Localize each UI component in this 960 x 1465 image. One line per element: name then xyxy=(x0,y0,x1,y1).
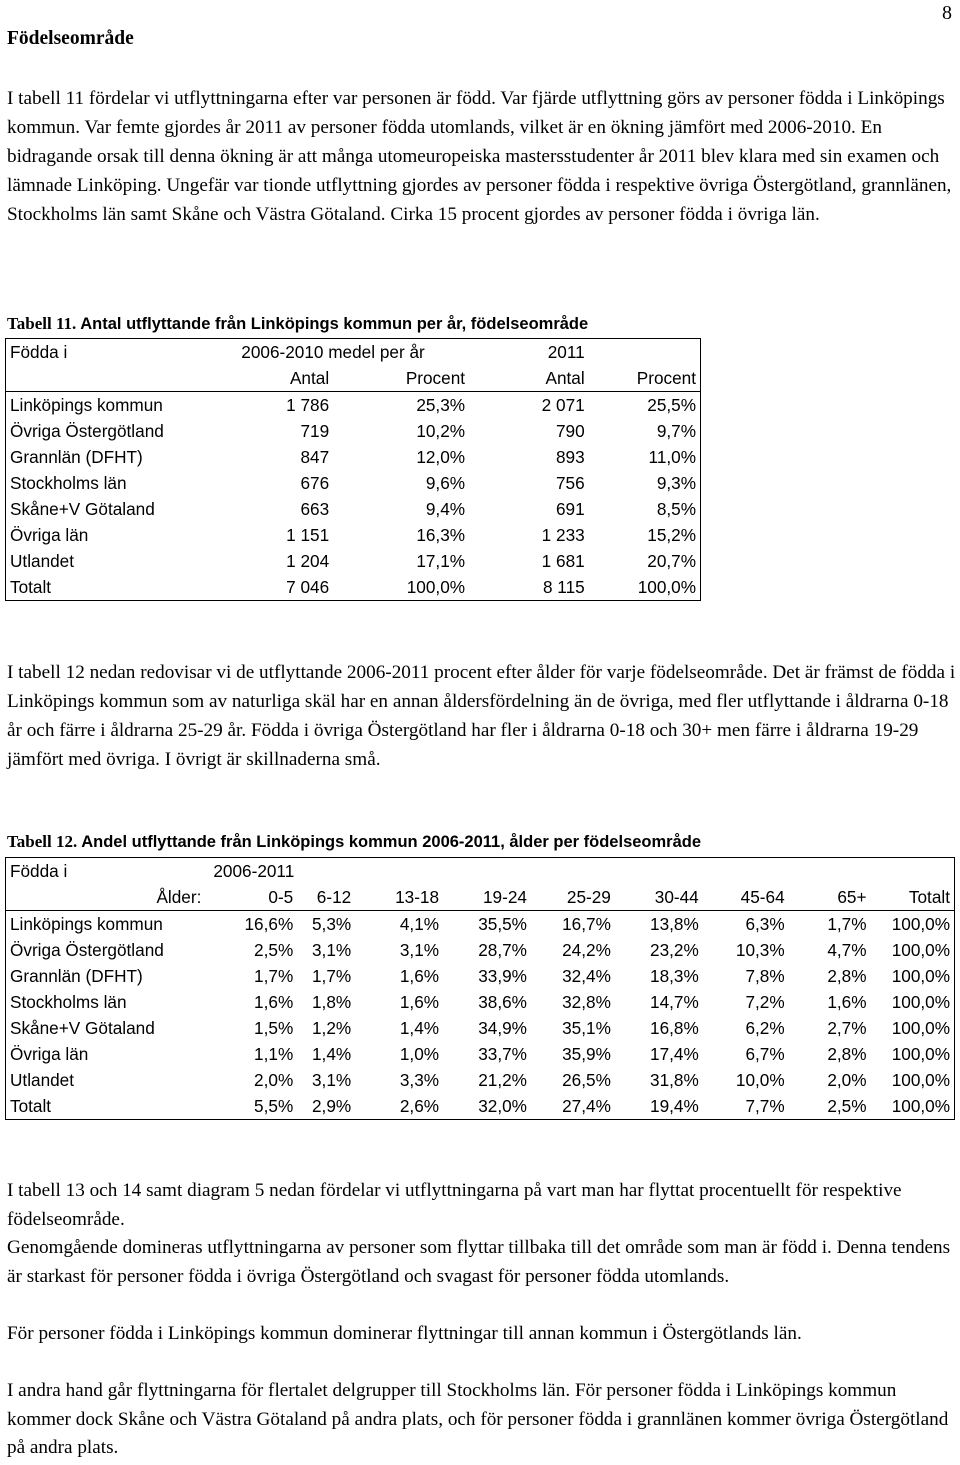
table-cell: 34,9% xyxy=(478,1018,527,1038)
table12-caption-text: Andel utflyttande från Linköpings kommun 2006-2011, ålder per födelseområde xyxy=(77,833,702,851)
table-cell: Stockholms län xyxy=(10,992,127,1012)
table-cell: 1,0% xyxy=(399,1044,440,1064)
table-cell: 1,6% xyxy=(827,992,867,1012)
paragraph-destination-intro: I tabell 13 och 14 samt diagram 5 nedan fördelar vi utflyttningarna på vart man har flyttat procentuellt för respektive födelseområde. xyxy=(7,1180,902,1230)
table-cell: 2,0% xyxy=(254,1070,294,1090)
table-cell: 6,2% xyxy=(745,1018,785,1038)
table-cell: 25,5% xyxy=(647,395,696,415)
table-cell: 33,9% xyxy=(478,966,527,986)
table-row xyxy=(6,937,955,963)
table-cell: 100,0% xyxy=(891,1044,950,1064)
table-cell: 35,9% xyxy=(562,1044,611,1064)
table-cell: Övriga Östergötland xyxy=(10,940,164,960)
table-cell: 2,8% xyxy=(827,966,867,986)
table-cell: 9,6% xyxy=(425,473,466,493)
table-row xyxy=(6,470,701,496)
table-cell: 8,5% xyxy=(656,499,696,519)
table-cell: 3,3% xyxy=(399,1070,440,1090)
table-cell: 16,6% xyxy=(244,914,294,934)
table-cell: 16,7% xyxy=(562,914,611,934)
table-cell: 9,4% xyxy=(425,499,466,519)
table-cell: 5,5% xyxy=(254,1096,294,1116)
table-cell: 9,3% xyxy=(656,473,696,493)
table-cell: 7,7% xyxy=(745,1096,785,1116)
table11-caption-text: Antal utflyttande från Linköpings kommun per år, födelseområde xyxy=(76,315,589,333)
table11-header-row-2 xyxy=(6,365,701,392)
table11-header-count-a: Antal xyxy=(213,365,333,392)
table-cell: 663 xyxy=(300,499,330,519)
table-row xyxy=(6,911,955,938)
table-cell: 1 204 xyxy=(286,551,330,571)
page-number: 8 xyxy=(942,2,952,24)
table-cell: 15,2% xyxy=(647,525,696,545)
table12-header-age: 45-64 xyxy=(703,884,789,911)
table-cell: Totalt xyxy=(10,1096,52,1116)
table-cell: 790 xyxy=(556,421,585,441)
table-cell: Övriga län xyxy=(10,1044,89,1064)
table-cell: 676 xyxy=(300,473,330,493)
table-cell: 12,0% xyxy=(416,447,466,467)
table-cell: 756 xyxy=(556,473,585,493)
table-cell: 17,4% xyxy=(650,1044,699,1064)
table-cell: 1,8% xyxy=(312,992,352,1012)
table-cell: 11,0% xyxy=(648,447,696,467)
table12-header-age: 19-24 xyxy=(443,884,531,911)
table-cell: 16,8% xyxy=(650,1018,699,1038)
table-cell: 9,7% xyxy=(656,421,696,441)
table-cell: 32,4% xyxy=(562,966,611,986)
table-cell: 17,1% xyxy=(416,551,466,571)
table-cell: Stockholms län xyxy=(10,473,127,493)
table-cell: 7,2% xyxy=(745,992,785,1012)
table12-header-period: 2006-2011 xyxy=(213,861,295,881)
table-cell: 26,5% xyxy=(562,1070,611,1090)
table-cell: 100,0% xyxy=(891,1096,950,1116)
paragraph-intro: I tabell 11 fördelar vi utflyttningarna efter var personen är född. Var fjärde utflyttning görs av personer födda i Linköpings kommun. Var femte gjordes år 2011 av personer födda utomlands, vilket är en ökning jämfört med 2006-2010. En bidragande orsak till denna ökning är att många utomeuropeiska mastersstudenter år 2011 blev klara med sin examen och lämnade Linköping. Ungefär var tionde utflyttning gjordes av personer födda i respektive övriga Östergötland, grannlänen, Stockholms län samt Skåne och Västra Götaland. Cirka 15 procent gjordes av personer födda i övriga län. xyxy=(7,88,952,225)
table-cell: Grannlän (DFHT) xyxy=(10,447,143,467)
table-row xyxy=(6,1067,955,1093)
table12-header-total: Totalt xyxy=(871,884,955,911)
table-cell: 2 071 xyxy=(541,395,585,415)
table-cell: 24,2% xyxy=(562,940,611,960)
table-cell: 1 233 xyxy=(541,525,585,545)
table-cell: 100,0% xyxy=(891,914,950,934)
table11-caption-lead: Tabell 11. xyxy=(7,314,77,333)
table-cell: Skåne+V Götaland xyxy=(10,1018,155,1038)
table-11 xyxy=(5,338,701,601)
table12-header-age: 6-12 xyxy=(297,884,355,911)
table-cell: 32,0% xyxy=(478,1096,527,1116)
paragraph-return-tendency: Genomgående domineras utflyttningarna av personer som flyttar tillbaka till det område som man är född i. Denna tendens är starkast för personer födda i övriga Östergötland och svagast för personer födda utomlands. xyxy=(7,1237,951,1287)
table12-header-age: 25-29 xyxy=(531,884,615,911)
table11-header-empty xyxy=(589,339,701,366)
paragraph-second-destination: I andra hand går flyttningarna för flertalet delgrupper till Stockholms län. För personer födda i Linköpings kommun kommer dock Skåne och Västra Götaland på andra plats, och för personer födda i grannlänen kommer övriga Östergötland på andra plats. xyxy=(7,1380,949,1458)
table-cell: 719 xyxy=(300,421,330,441)
table-cell: 100,0% xyxy=(406,577,466,597)
table12-caption xyxy=(7,832,701,852)
table-cell: 1 786 xyxy=(286,395,330,415)
table-cell: 21,2% xyxy=(478,1070,527,1090)
table-cell: 33,7% xyxy=(478,1044,527,1064)
table-cell: 23,2% xyxy=(650,940,699,960)
table-row xyxy=(6,1093,955,1120)
table-row xyxy=(6,496,701,522)
table-cell: 1,5% xyxy=(254,1018,294,1038)
table-cell: 38,6% xyxy=(478,992,527,1012)
table-cell: 1,6% xyxy=(254,992,294,1012)
table-row xyxy=(6,1041,955,1067)
table-cell: Grannlän (DFHT) xyxy=(10,966,143,986)
table11-header-blank xyxy=(6,365,214,392)
table-cell: 2,5% xyxy=(827,1096,867,1116)
table12-caption-lead: Tabell 12. xyxy=(7,832,78,851)
table-cell: 35,5% xyxy=(478,914,527,934)
table-row xyxy=(6,444,701,470)
table-cell: Övriga Östergötland xyxy=(10,421,164,441)
table-cell: 10,3% xyxy=(735,940,785,960)
table-cell: 100,0% xyxy=(891,966,950,986)
table-cell: 35,1% xyxy=(562,1018,611,1038)
table-row xyxy=(6,1015,955,1041)
table-cell: 8 115 xyxy=(542,577,585,597)
table12-header-born-in: Födda i xyxy=(10,861,68,881)
table-cell: 2,9% xyxy=(312,1096,352,1116)
table-cell: 1 151 xyxy=(286,525,330,545)
table12-header-age: 13-18 xyxy=(355,884,443,911)
table-cell: Utlandet xyxy=(10,551,75,571)
table-cell: 100,0% xyxy=(891,940,950,960)
table-cell: 6,3% xyxy=(745,914,785,934)
section-heading: Födelseområde xyxy=(7,28,134,49)
table11-header-period: 2006-2010 medel per år xyxy=(241,342,425,362)
table-cell: 7 046 xyxy=(286,577,330,597)
table-cell: 10,0% xyxy=(735,1070,785,1090)
table11-header-percent-a: Procent xyxy=(333,365,469,392)
table12-header-age-label: Ålder: xyxy=(6,884,206,911)
table12-header-age: 65+ xyxy=(789,884,871,911)
table-cell: 691 xyxy=(556,499,585,519)
table12-header-row-2 xyxy=(6,884,955,911)
table-row xyxy=(6,548,701,574)
paragraph-age-intro: I tabell 12 nedan redovisar vi de utflyttande 2006-2011 procent efter ålder för varje födelseområde. Det är främst de födda i Linköpings kommun som av naturliga skäl har en annan åldersfördelning än de övriga, med fler utflyttande i åldrarna 0-18 år och färre i åldrarna 25-29 år. Födda i övriga Östergötland har fler i åldrarna 0-18 och 30+ men färre i åldrarna 19-29 jämfört med övriga. I övrigt är skillnaderna små. xyxy=(7,662,956,770)
table-cell: Skåne+V Götaland xyxy=(10,499,155,519)
table-row xyxy=(6,989,955,1015)
table-cell: 3,1% xyxy=(312,1070,352,1090)
table-row xyxy=(6,392,701,419)
table11-header-row-1 xyxy=(6,339,701,366)
table-row xyxy=(6,522,701,548)
table-row xyxy=(6,418,701,444)
table-row xyxy=(6,963,955,989)
table-cell: 2,8% xyxy=(827,1044,867,1064)
table-cell: 5,3% xyxy=(312,914,352,934)
table11-header-percent-b: Procent xyxy=(589,365,701,392)
table-cell: 2,5% xyxy=(254,940,294,960)
table-cell: Totalt xyxy=(10,577,52,597)
table-cell: 32,8% xyxy=(562,992,611,1012)
table-cell: 14,7% xyxy=(650,992,699,1012)
table-cell: 3,1% xyxy=(312,940,352,960)
paragraph-linkoping-born: För personer födda i Linköpings kommun dominerar flyttningar till annan kommun i Östergötlands län. xyxy=(7,1323,802,1344)
table-cell: 100,0% xyxy=(891,1018,950,1038)
table-cell: 847 xyxy=(300,447,330,467)
table11-header-count-b: Antal xyxy=(469,365,589,392)
table11-header-year: 2011 xyxy=(547,342,585,362)
table-cell: 10,2% xyxy=(416,421,466,441)
table-cell: Linköpings kommun xyxy=(10,914,163,934)
table-cell: 28,7% xyxy=(478,940,527,960)
table-cell: 2,0% xyxy=(827,1070,867,1090)
table-cell: 6,7% xyxy=(745,1044,785,1064)
table-cell: Linköpings kommun xyxy=(10,395,163,415)
table-cell: 2,7% xyxy=(827,1018,867,1038)
table-row xyxy=(6,574,701,601)
table-cell: 1,2% xyxy=(312,1018,352,1038)
table-cell: 1,7% xyxy=(312,966,352,986)
table-cell: 7,8% xyxy=(745,966,785,986)
table-cell: 20,7% xyxy=(647,551,696,571)
table-cell: 100,0% xyxy=(891,1070,950,1090)
table-cell: 16,3% xyxy=(416,525,466,545)
table-cell: Utlandet xyxy=(10,1070,75,1090)
table-cell: 13,8% xyxy=(650,914,699,934)
table-cell: 18,3% xyxy=(650,966,699,986)
table12-header-age: 0-5 xyxy=(205,884,297,911)
table-cell: 2,6% xyxy=(399,1096,440,1116)
table-cell: 893 xyxy=(556,447,585,467)
table-cell: 1,4% xyxy=(399,1018,440,1038)
table-12 xyxy=(5,857,955,1120)
table-cell: 1,7% xyxy=(254,966,294,986)
table-cell: 19,4% xyxy=(650,1096,699,1116)
table11-caption xyxy=(7,314,588,334)
table-cell: 100,0% xyxy=(891,992,950,1012)
table-cell: 1,6% xyxy=(399,966,440,986)
table12-header-empty xyxy=(443,858,954,885)
table-cell: 100,0% xyxy=(637,577,696,597)
table-cell: 1,1% xyxy=(254,1044,294,1064)
table-cell: 4,1% xyxy=(399,914,440,934)
table12-header-age: 30-44 xyxy=(615,884,703,911)
table11-header-born-in: Födda i xyxy=(10,342,68,362)
table-cell: 1,4% xyxy=(312,1044,352,1064)
table-cell: 1,6% xyxy=(399,992,440,1012)
table-cell: 1 681 xyxy=(541,551,585,571)
table-cell: 25,3% xyxy=(416,395,466,415)
table-cell: 1,7% xyxy=(827,914,867,934)
table-cell: 4,7% xyxy=(827,940,867,960)
table-cell: 3,1% xyxy=(399,940,440,960)
table-cell: 27,4% xyxy=(562,1096,611,1116)
table-cell: 31,8% xyxy=(650,1070,699,1090)
table12-header-row-1 xyxy=(6,858,955,885)
table-cell: Övriga län xyxy=(10,525,89,545)
